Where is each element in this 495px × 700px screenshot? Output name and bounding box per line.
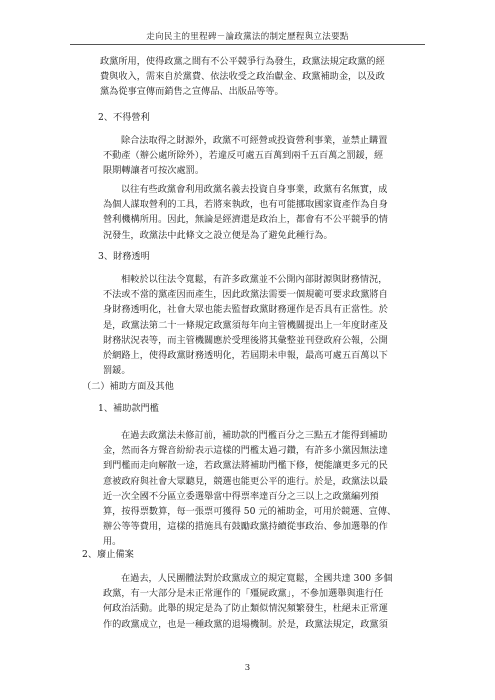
text-line: 於網路上，使得政黨財務透明化，若屆期未申報，最高可處五百萬以下 [103,349,388,361]
text-line: 是，政黨法第二十一條規定政黨須每年向主管機關提出上一年度財產及 [103,319,388,331]
heading-no-profit: 2、不得營利 [98,112,150,123]
text-line: 黨為從事宣傳而銷售之宣傳品、出版品等等。 [100,86,284,98]
text-line: 何政治活動。此舉的規定是為了防止類似情況頻繁發生，杜絕未正常運 [103,603,388,615]
text-line: 意被政府與社會大眾聽見，競選也能更公平的進行。於是，政黨法以最 [103,475,388,487]
text-line: 不法或不當的黨產因而產生，因此政黨法需要一個規範可要求政黨將自 [103,289,388,301]
text-line: 除合法取得之財源外，政黨不可經營或投資營利事業，並禁止購置 [121,135,388,146]
text-line: 在過去政黨法未修訂前，補助款的門檻百分之三點五才能得到補助 [121,430,388,441]
text-line: 限期轉讓者可按次處罰。 [103,165,205,177]
heading-abolish-registration: 2、廢止備案 [82,549,134,560]
heading-subsidy-threshold: 1、補助款門檻 [98,403,159,414]
text-line: 況發生，政黨法中此條文之設立便是為了避免此種行為。 [103,229,333,241]
text-line: 到門檻而走向解散一途，若政黨法將補助門檻下修，便能讓更多元的民 [103,460,388,472]
paragraph-revenue-sources [100,54,420,100]
running-header: 走向民主的里程碑－論政黨法的制定歷程與立法要點 [146,32,349,42]
text-line: 近一次全國不分區立委選舉當中得票率達百分之三以上之政黨編列預 [103,490,379,502]
text-line: 以往有些政黨會利用政黨名義去投資自身事業，政黨有名無實，成 [121,184,388,195]
text-line: 相較於以往法令寬鬆，有許多政黨並不公開內部財源與財務情況， [121,274,388,285]
paragraph-abolish-registration [103,571,420,632]
text-line: 為個人謀取營利的工具，若將來執政，也有可能挪取國家資產作為自身 [103,199,388,211]
paragraph-finance-transparency [103,272,420,378]
text-line: 在過去，人民團體法對於政黨成立的規定寬鬆，全國共達 300 多個 [121,573,393,584]
text-line: 營利機構所用。因此，無論是經濟還是政治上，都會有不公平競爭的情 [103,214,388,226]
paragraph-profit-rationale [103,182,420,243]
text-line: 政黨所用，使得政黨之間有不公平競爭行為發生，政黨法規定政黨的經 [100,56,385,67]
text-line: 作的政黨成立，也是一種政黨的退場機制。於是，政黨法規定，政黨須 [103,618,388,630]
text-line: 不動產（辦公處所除外），若違反可處五百萬到兩千五百萬之罰鍰，經 [103,150,384,162]
text-line: 罰鍰。 [103,365,131,377]
text-line: 身財務透明化，社會大眾也能去監督政黨財務運作是否具有正當性。於 [103,304,388,316]
text-line: 用。 [103,536,122,548]
text-line: 算，按得票數算，每一張票可獲得 50 元的補助金，可用於競選、宣傳、 [103,505,397,517]
section-heading-subsidy: （二）補助方面及其他 [82,381,174,392]
text-line: 財務狀況表等，而主管機關應於受理後將其彙整並刊登政府公報，公開 [103,334,388,346]
heading-finance-transparency: 3、財務透明 [98,251,150,262]
text-line: 辦公等等費用，這樣的措施具有鼓勵政黨持續從事政治、參加選舉的作 [103,521,388,533]
paragraph-subsidy-threshold [103,428,420,550]
paragraph-no-profit [103,133,420,179]
text-line: 費與收入，需來自於黨費、依法收受之政治獻金、政黨補助金，以及政 [100,71,385,83]
header-rule [70,44,425,45]
page-number: 3 [244,663,251,673]
text-line: 金，然而各方聲音紛紛表示這樣的門檻太過刁鑽，有許多小黨因無法達 [103,445,388,457]
text-line: 政黨，有一大部分是未正常運作的「殭屍政黨」，不參加選舉與進行任 [103,588,384,600]
